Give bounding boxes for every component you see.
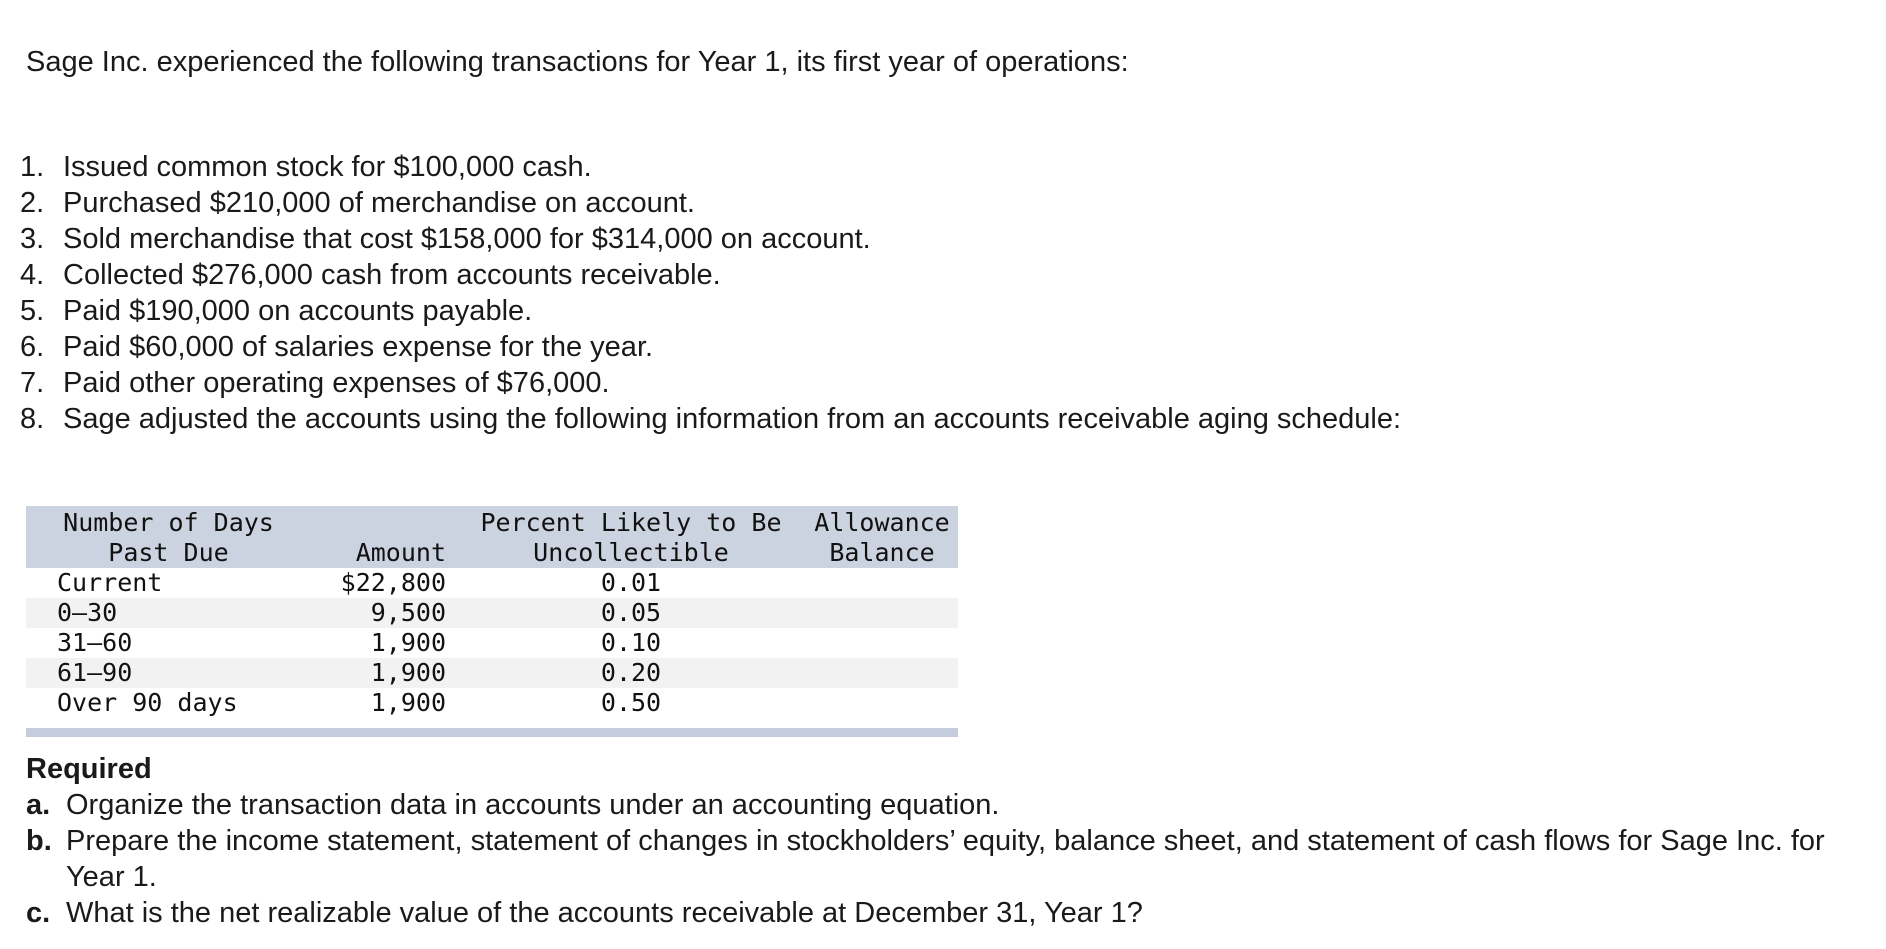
cell-days: Over 90 days (57, 688, 238, 717)
list-item (20, 185, 1401, 221)
item-number: 8. (20, 403, 45, 435)
header-amount (311, 506, 456, 568)
item-letter: a. (26, 789, 51, 821)
item-number: 2. (20, 187, 45, 219)
cell-days: 0–30 (26, 598, 311, 628)
item-text: Collected $276,000 cash from accounts receivable. (63, 259, 721, 291)
cell-allowance (806, 598, 958, 628)
item-number: 7. (20, 367, 45, 399)
cell-allowance (806, 658, 958, 688)
cell-percent: 0.01 (600, 568, 662, 597)
list-item (20, 329, 1401, 365)
item-text: Paid other operating expenses of $76,000. (63, 367, 610, 399)
cell-days: Current (57, 568, 163, 597)
item-number: 3. (20, 223, 45, 255)
aging-schedule-table (26, 506, 958, 737)
item-number: 1. (20, 151, 45, 183)
item-text: Paid $190,000 on accounts payable. (63, 295, 533, 327)
table-header-row (26, 506, 958, 568)
cell-allowance (806, 568, 958, 598)
cell-days: 31–60 (57, 628, 133, 657)
header-line: Allowance (814, 508, 950, 537)
list-item (26, 895, 1881, 931)
cell-allowance (806, 688, 958, 718)
table-row (26, 598, 958, 628)
cell-percent: 0.50 (600, 688, 662, 717)
header-percent-uncollectible (456, 506, 806, 568)
header-days-past-due (26, 506, 311, 568)
list-item (20, 401, 1401, 437)
item-text: Organize the transaction data in accounts under an accounting equation. (66, 789, 1000, 821)
cell-allowance (806, 628, 958, 658)
item-text: Prepare the income statement, statement of changes in stockholders’ equity, balance sheet, and statement of cash flows for Sage Inc. for Year 1. (66, 825, 1825, 893)
header-line: Uncollectible (533, 538, 729, 567)
cell-percent: 0.10 (600, 628, 662, 657)
item-text: Paid $60,000 of salaries expense for the year. (63, 331, 654, 363)
list-item (20, 293, 1401, 329)
list-item (26, 787, 1881, 823)
cell-percent: 0.05 (456, 598, 806, 628)
list-item (20, 257, 1401, 293)
item-number: 4. (20, 259, 45, 291)
table-row (26, 658, 958, 688)
item-text: What is the net realizable value of the accounts receivable at December 31, Year 1? (66, 897, 1143, 929)
cell-amount: 1,900 (311, 658, 456, 688)
cell-amount: 1,900 (370, 628, 446, 657)
table-row (26, 568, 958, 598)
cell-amount: 1,900 (370, 688, 446, 717)
header-allowance-balance (806, 506, 958, 568)
item-text: Sage adjusted the accounts using the following information from an accounts receivable aging schedule: (63, 403, 1402, 435)
cell-days: 61–90 (26, 658, 311, 688)
table-spacer-row (26, 718, 958, 728)
table-bottom-rule (26, 728, 958, 737)
header-line: Past Due (108, 538, 229, 567)
list-item (20, 365, 1401, 401)
item-letter: c. (26, 897, 51, 929)
intro-text: Sage Inc. experienced the following transactions for Year 1, its first year of operations: (26, 46, 1129, 78)
header-line: Amount (355, 538, 446, 567)
table-row (26, 688, 958, 718)
table-row (26, 628, 958, 658)
cell-amount: $22,800 (340, 568, 446, 597)
item-number: 6. (20, 331, 45, 363)
list-item (26, 823, 1881, 895)
item-text: Issued common stock for $100,000 cash. (63, 151, 592, 183)
item-number: 5. (20, 295, 45, 327)
list-item (20, 221, 1401, 257)
cell-percent: 0.20 (456, 658, 806, 688)
cell-amount: 9,500 (311, 598, 456, 628)
header-line: Percent Likely to Be (480, 508, 782, 537)
header-line: Number of Days (63, 508, 274, 537)
item-letter: b. (26, 825, 52, 857)
item-text: Purchased $210,000 of merchandise on account. (63, 187, 695, 219)
header-line: Balance (829, 538, 935, 567)
item-text: Sold merchandise that cost $158,000 for $314,000 on account. (63, 223, 871, 255)
list-item (20, 149, 1401, 185)
transaction-list (20, 149, 1401, 437)
required-list (26, 787, 1881, 931)
required-section (26, 751, 1881, 931)
required-heading: Required (26, 753, 152, 785)
